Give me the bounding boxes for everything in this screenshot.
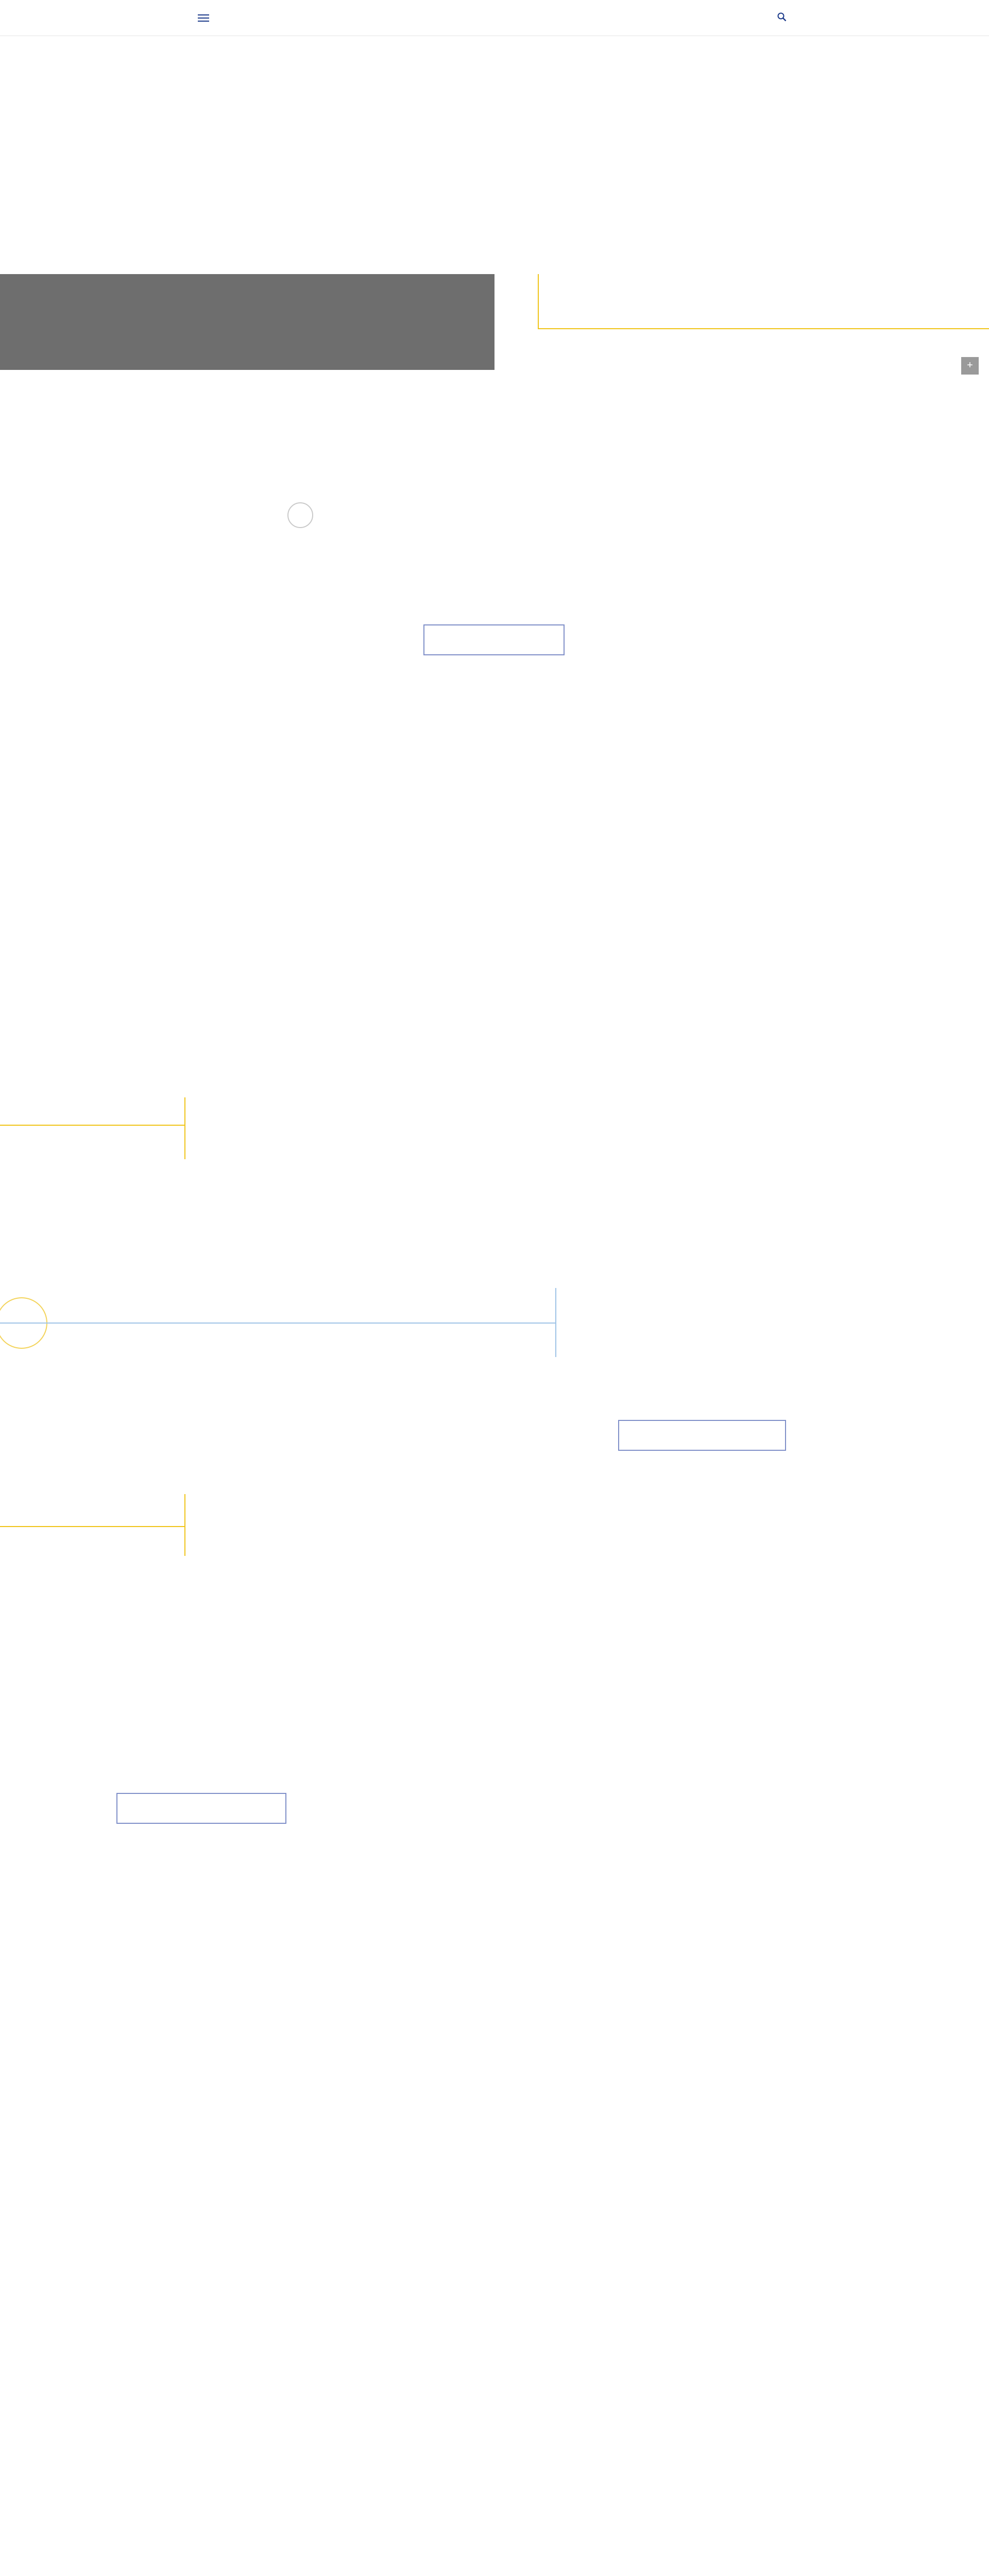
who-divider-vertical <box>184 1097 185 1159</box>
hero-divider-vertical <box>538 274 539 329</box>
hero-banner <box>0 274 494 370</box>
search-icon[interactable] <box>777 12 787 22</box>
expand-button[interactable] <box>961 357 979 375</box>
quote-divider-vertical <box>555 1288 556 1357</box>
network-divider-horizontal <box>0 1526 185 1527</box>
plus-icon: + <box>967 360 973 371</box>
site-header <box>0 0 989 36</box>
circle-decoration <box>287 502 313 528</box>
hero-divider-horizontal <box>538 328 989 329</box>
hear-erilda-button[interactable] <box>618 1420 786 1451</box>
meet-our-students-button[interactable] <box>423 624 565 655</box>
monroes-faculty-button[interactable] <box>116 1793 286 1824</box>
network-divider-vertical <box>184 1494 185 1556</box>
quote-divider-horizontal <box>0 1323 556 1324</box>
menu-icon[interactable] <box>198 14 209 22</box>
who-divider-horizontal <box>0 1125 185 1126</box>
